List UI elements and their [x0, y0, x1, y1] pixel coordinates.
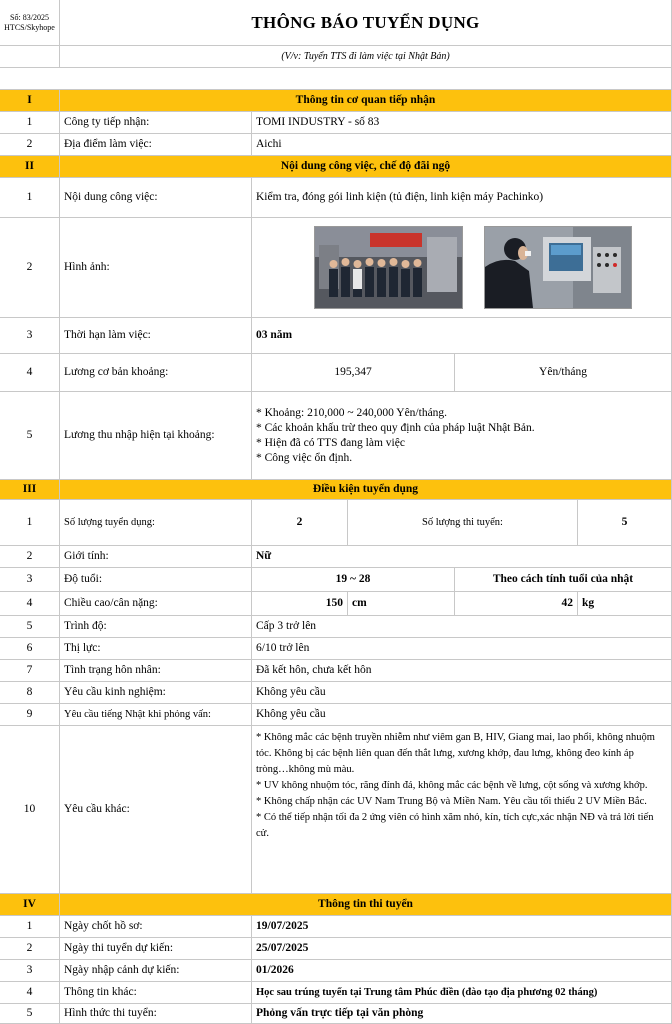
row-number: 6: [0, 638, 60, 660]
row-number: 10: [0, 726, 60, 894]
entry-date-value: 01/2026: [252, 960, 672, 982]
height-unit: cm: [348, 592, 455, 616]
row-label: Yêu cầu tiếng Nhật khi phỏng vấn:: [60, 704, 252, 726]
row-number: 5: [0, 1004, 60, 1024]
requirement-line: * Không mắc các bệnh truyền nhiễm như viêm gan B, HIV, Giang mai, lao phổi, không nhuộm tóc. Không bị các bệnh liên quan đến thắt lưng, xương khớp, đau lưng, không đeo kính áp tròng…không mù màu.: [256, 732, 655, 775]
education-value: Cấp 3 trở lên: [252, 616, 672, 638]
base-salary-value: 195,347: [252, 354, 455, 392]
section-number: IV: [0, 894, 60, 916]
row-label: Hình thức thi tuyển:: [60, 1004, 252, 1024]
exam-date-value: 25/07/2025: [252, 938, 672, 960]
doc-number: Số: 83/2025: [10, 12, 49, 22]
row-label: Thời hạn làm việc:: [60, 318, 252, 354]
row-number: 5: [0, 392, 60, 480]
row-label: Công ty tiếp nhận:: [60, 112, 252, 134]
row-label: Chiều cao/cân nặng:: [60, 592, 252, 616]
row-number: 3: [0, 960, 60, 982]
income-details: [252, 392, 672, 480]
row-label: Tình trạng hôn nhân:: [60, 660, 252, 682]
row-label: Địa điểm làm việc:: [60, 134, 252, 156]
row-label: Lương cơ bản khoảng:: [60, 354, 252, 392]
factory-team-photo: [314, 226, 463, 309]
doc-reference: HTCS/Skyhope: [4, 22, 55, 32]
application-deadline-value: 19/07/2025: [252, 916, 672, 938]
page-subtitle: (V/v: Tuyển TTS đi làm việc tại Nhật Bản): [60, 46, 672, 68]
income-line: * Các khoản khấu trừ theo quy định của pháp luật Nhật Bản.: [256, 421, 535, 434]
section-number: III: [0, 480, 60, 500]
height-value: 150: [252, 592, 348, 616]
income-line: * Khoảng: 210,000 ~ 240,000 Yên/tháng.: [256, 406, 448, 419]
row-label: Độ tuổi:: [60, 568, 252, 592]
row-number: 5: [0, 616, 60, 638]
machine-operator-photo: [484, 226, 632, 309]
marital-status-value: Đã kết hôn, chưa kết hôn: [252, 660, 672, 682]
section-title: Thông tin thi tuyển: [60, 894, 672, 916]
doc-number-cell: [0, 0, 60, 46]
section-title: Điều kiện tuyển dụng: [60, 480, 672, 500]
row-label: Thị lực:: [60, 638, 252, 660]
section-number: I: [0, 90, 60, 112]
row-label: Thông tin khác:: [60, 982, 252, 1004]
row-number: 4: [0, 982, 60, 1004]
weight-unit: kg: [578, 592, 672, 616]
spacer-row: [0, 68, 672, 90]
income-line: * Hiện đã có TTS đang làm việc: [256, 436, 405, 449]
requirement-line: * Không chấp nhận các UV Nam Trung Bộ và Miền Nam. Yêu cầu tối thiểu 2 UV Miền Bắc.: [256, 796, 647, 807]
requirement-line: * Có thể tiếp nhận tối đa 2 ứng viên có hình xăm nhỏ, kín, tích cực,xác nhận NĐ và trả lời tiến cử.: [256, 812, 654, 839]
salary-unit: Yên/tháng: [455, 354, 672, 392]
row-number: 1: [0, 500, 60, 546]
section-number: II: [0, 156, 60, 178]
row-label: Ngày nhập cảnh dự kiến:: [60, 960, 252, 982]
requirement-line: * UV không nhuộm tóc, răng đính đá, không mắc các bệnh về lưng, cột sống và xương khớp.: [256, 780, 648, 791]
exam-format-value: Phỏng vấn trực tiếp tại văn phòng: [252, 1004, 672, 1024]
row-label: Trình độ:: [60, 616, 252, 638]
row-label: Yêu cầu kinh nghiệm:: [60, 682, 252, 704]
row-number: 3: [0, 318, 60, 354]
row-label: Yêu cầu khác:: [60, 726, 252, 894]
blank-cell: [0, 46, 60, 68]
section-title: Nội dung công việc, chế độ đãi ngộ: [60, 156, 672, 178]
age-calculation-note: Theo cách tính tuổi của nhật: [455, 568, 672, 592]
experience-value: Không yêu cầu: [252, 682, 672, 704]
exam-count-label: Số lượng thi tuyển:: [348, 500, 578, 546]
recruit-count-value: 2: [252, 500, 348, 546]
row-label: Lương thu nhập hiện tại khoảng:: [60, 392, 252, 480]
row-number: 4: [0, 354, 60, 392]
receiving-company-value: TOMI INDUSTRY - số 83: [252, 112, 672, 134]
income-line: * Công việc ổn định.: [256, 451, 353, 464]
work-term-value: 03 năm: [252, 318, 672, 354]
row-number: 2: [0, 134, 60, 156]
row-label: Hình ảnh:: [60, 218, 252, 318]
row-number: 2: [0, 938, 60, 960]
work-location-value: Aichi: [252, 134, 672, 156]
row-label: Ngày chốt hồ sơ:: [60, 916, 252, 938]
row-number: 8: [0, 682, 60, 704]
row-number: 1: [0, 178, 60, 218]
job-description-value: Kiểm tra, đóng gói linh kiện (tủ điện, linh kiện máy Pachinko): [252, 178, 672, 218]
row-number: 2: [0, 546, 60, 568]
age-range-value: 19 ~ 28: [252, 568, 455, 592]
section-title: Thông tin cơ quan tiếp nhận: [60, 90, 672, 112]
row-label: Giới tính:: [60, 546, 252, 568]
row-label: Ngày thi tuyển dự kiến:: [60, 938, 252, 960]
japanese-requirement-value: Không yêu cầu: [252, 704, 672, 726]
other-info-value: Học sau trúng tuyển tại Trung tâm Phúc điền (đào tạo địa phương 02 tháng): [252, 982, 672, 1004]
weight-value: 42: [455, 592, 578, 616]
row-label: Nội dung công việc:: [60, 178, 252, 218]
row-number: 4: [0, 592, 60, 616]
row-number: 1: [0, 112, 60, 134]
gender-value: Nữ: [252, 546, 672, 568]
exam-count-value: 5: [578, 500, 672, 546]
eyesight-value: 6/10 trở lên: [252, 638, 672, 660]
row-number: 1: [0, 916, 60, 938]
row-number: 2: [0, 218, 60, 318]
page-title: THÔNG BÁO TUYỂN DỤNG: [60, 0, 672, 46]
row-label: Số lượng tuyển dụng:: [60, 500, 252, 546]
row-number: 3: [0, 568, 60, 592]
other-requirements: [252, 726, 672, 894]
row-number: 9: [0, 704, 60, 726]
row-number: 7: [0, 660, 60, 682]
